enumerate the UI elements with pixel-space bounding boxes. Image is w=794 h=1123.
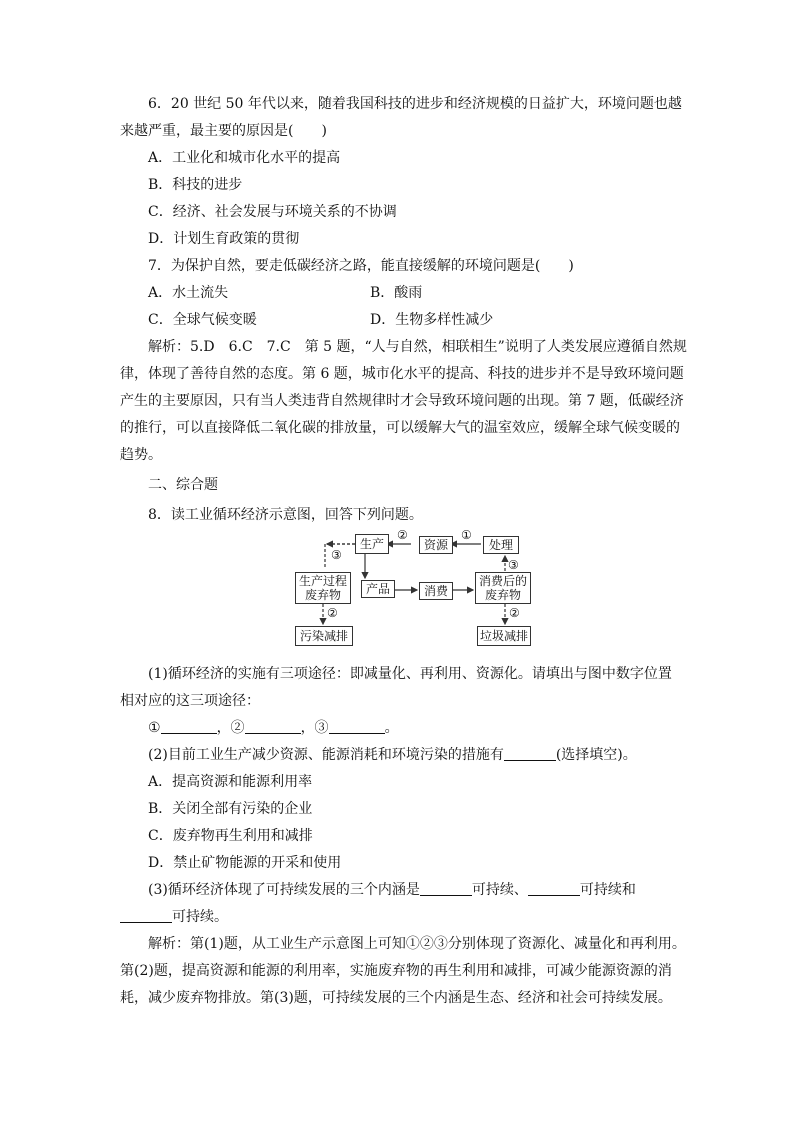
box-consumer-waste-line1: 消费后的 [478, 574, 527, 588]
q8-sub2-option-c: C．废弃物再生利用和减排 [148, 828, 313, 844]
q8-sub1-line2: 相对应的这三项途径： [120, 693, 260, 709]
box-process-waste-line2: 废弃物 [304, 588, 341, 602]
blank-label-2: ，② [216, 720, 245, 736]
q8-sub3-line1 [148, 880, 636, 900]
answer-blank-5[interactable] [420, 881, 472, 896]
q6-stem-line2: 来越严重，最主要的原因是( ) [120, 123, 327, 139]
q8-sub2-stem-b: (选择填空)。 [555, 747, 637, 763]
q8-sub2-option-d: D．禁止矿物能源的开采和使用 [148, 855, 342, 871]
box-consumption: 消费 [419, 582, 453, 600]
q8-sub3-a: (3)循环经济体现了可持续发展的三个内涵是 [148, 882, 420, 898]
q7-option-a: A．水土流失 [148, 285, 229, 301]
box-resources: 资源 [419, 536, 453, 554]
q8-sub2-option-b: B．关闭全部有污染的企业 [148, 801, 313, 817]
answer-blank-2[interactable] [245, 719, 301, 734]
q6-option-a: A．工业化和城市化水平的提高 [148, 150, 341, 166]
q7-option-c: C．全球气候变暖 [148, 312, 257, 328]
answer-blank-6[interactable] [528, 881, 580, 896]
marker-3-reuse: ③ [331, 548, 342, 562]
q8-sub2-option-a: A．提高资源和能源利用率 [148, 774, 313, 790]
box-processing: 处理 [483, 536, 519, 554]
answer-blank-1[interactable] [161, 719, 217, 734]
analysis2-line1: 解析：第(1)题，从工业生产示意图上可知①②③分别体现了资源化、减量化和再利用。 [148, 936, 686, 952]
analysis1-line2: 律，体现了善待自然的态度。第 6 题，城市化水平的提高、科技的进步并不是导致环境问题 [120, 366, 684, 382]
answer-blank-4[interactable] [504, 746, 556, 761]
analysis1-line5: 趋势。 [120, 447, 162, 463]
analysis1-line1: 解析：5.D 6.C 7.C 第 5 题，“人与自然，相联相生”说明了人类发展应遵循自然规 [148, 339, 687, 355]
q7-option-b: B．酸雨 [370, 285, 423, 301]
analysis2-line3: 耗，减少废弃物排放。第(3)题，可持续发展的三个内涵是生态、经济和社会可持续发展。 [120, 990, 672, 1006]
box-pollution-reduction: 污染减排 [295, 626, 353, 646]
marker-2-resources: ② [397, 528, 408, 542]
blank-label-1: ① [148, 720, 161, 736]
circular-economy-diagram [293, 528, 533, 650]
q8-sub3-line2 [120, 907, 228, 927]
blank-end: 。 [384, 720, 399, 736]
q6-option-d: D．计划生育政策的贯彻 [148, 231, 300, 247]
analysis2-line2: 第(2)题，提高资源和能源的利用率，实施废弃物的再生利用和减排，可减少能源资源的消 [120, 963, 672, 979]
box-consumer-waste-line2: 废弃物 [484, 588, 521, 602]
q8-stem: 8．读工业循环经济示意图，回答下列问题。 [148, 507, 423, 523]
q8-sub1-blanks [148, 718, 399, 738]
q7-stem: 7．为保护自然，要走低碳经济之路，能直接缓解的环境问题是( ) [148, 258, 574, 274]
analysis1-line4: 的推行，可以直接降低二氧化碳的排放量，可以缓解大气的温室效应，缓解全球气候变暖的 [120, 420, 680, 436]
marker-2-garbage: ② [509, 606, 520, 620]
box-garbage-reduction: 垃圾减排 [477, 626, 531, 646]
analysis1-line3: 产生的主要原因，只有当人类违背自然规律时才会导致环境问题的出现。第 7 题，低碳经济 [120, 393, 684, 409]
q8-sub3-d: 可持续。 [172, 909, 228, 925]
answer-blank-7[interactable] [120, 908, 172, 923]
box-production: 生产 [355, 534, 389, 554]
box-consumer-waste [475, 572, 531, 604]
q6-option-c: C．经济、社会发展与环境关系的不协调 [148, 204, 397, 220]
q8-sub3-c: 可持续和 [579, 882, 636, 898]
q6-stem-line1: 6．20 世纪 50 年代以来，随着我国科技的进步和经济规模的日益扩大，环境问题也越 [148, 96, 682, 112]
answer-blank-3[interactable] [329, 719, 385, 734]
q8-sub3-b: 可持续、 [471, 882, 528, 898]
q8-sub1-line1: (1)循环经济的实施有三项途径：即减量化、再利用、资源化。请填出与图中数字位置 [148, 666, 672, 682]
marker-2-pollution: ② [327, 606, 338, 620]
box-process-waste-line1: 生产过程 [298, 574, 347, 588]
marker-1-processing: ① [461, 528, 472, 542]
q6-option-b: B．科技的进步 [148, 177, 243, 193]
marker-3-processing: ③ [508, 558, 519, 572]
q8-sub2-stem-a: (2)目前工业生产减少资源、能源消耗和环境污染的措施有 [148, 747, 504, 763]
blank-label-3: ，③ [300, 720, 329, 736]
box-process-waste [295, 572, 351, 604]
section-title: 二、综合题 [148, 477, 218, 493]
q7-option-d: D．生物多样性减少 [370, 312, 494, 328]
q8-sub2-stem [148, 745, 637, 765]
box-product: 产品 [361, 580, 395, 598]
